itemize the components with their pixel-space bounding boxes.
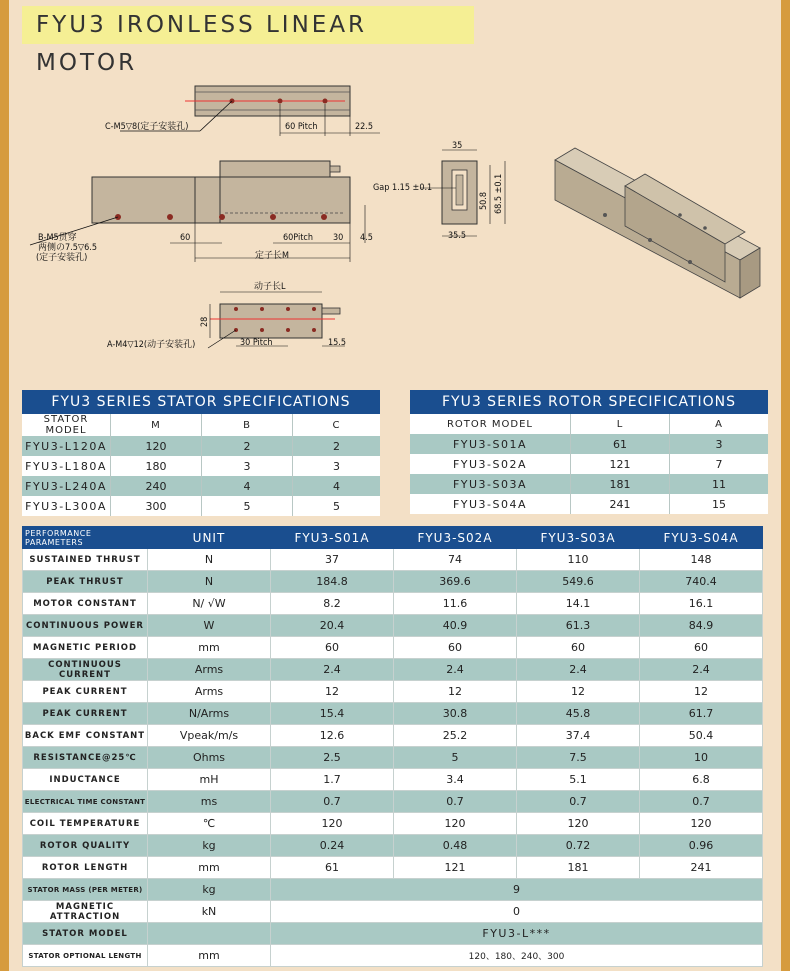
unit-cell: kg xyxy=(148,879,271,901)
table-cell: 180 xyxy=(111,456,202,476)
top-mount-label: C-M5▽8(定子安装孔) xyxy=(105,122,189,132)
unit-cell: N/Arms xyxy=(148,703,271,725)
table-row xyxy=(22,496,380,516)
header-cell: FYU3-S02A xyxy=(394,527,517,549)
table-cell: 241 xyxy=(571,494,670,514)
value-cell: 121 xyxy=(394,857,517,879)
value-cell: 61.3 xyxy=(517,615,640,637)
param-label: CONTINUOUS CURRENT xyxy=(23,659,148,681)
header-cell: UNIT xyxy=(148,527,271,549)
value-cell: 8.2 xyxy=(271,593,394,615)
table-cell: FYU3-S04A xyxy=(410,494,571,514)
merged-value-cell: 120、180、240、300 xyxy=(271,945,763,967)
value-cell: 61.7 xyxy=(640,703,763,725)
table-row xyxy=(23,835,763,857)
merged-value-cell: FYU3-L*** xyxy=(271,923,763,945)
value-cell: 20.4 xyxy=(271,615,394,637)
unit-cell: mm xyxy=(148,637,271,659)
param-label: PEAK CURRENT xyxy=(23,681,148,703)
param-label: MOTOR CONSTANT xyxy=(23,593,148,615)
value-cell: 369.6 xyxy=(394,571,517,593)
unit-cell: ms xyxy=(148,791,271,813)
value-cell: 45.8 xyxy=(517,703,640,725)
table-row xyxy=(23,637,763,659)
table-cell: 61 xyxy=(571,434,670,454)
header-cell: B xyxy=(202,414,293,436)
unit-cell: kg xyxy=(148,835,271,857)
param-label: ELECTRICAL TIME CONSTANT xyxy=(23,791,148,813)
param-label: STATOR OPTIONAL LENGTH xyxy=(23,945,148,967)
value-cell: 120 xyxy=(271,813,394,835)
value-cell: 10 xyxy=(640,747,763,769)
table-row xyxy=(23,571,763,593)
value-cell: 30.8 xyxy=(394,703,517,725)
value-cell: 12 xyxy=(394,681,517,703)
front-mount-label-3: (定子安装孔) xyxy=(36,253,88,263)
table-cell: 3 xyxy=(670,434,769,454)
table-cell: 5 xyxy=(293,496,381,516)
value-cell: 0.7 xyxy=(394,791,517,813)
table-row xyxy=(23,593,763,615)
value-cell: 14.1 xyxy=(517,593,640,615)
drawing-svg xyxy=(0,0,790,385)
value-cell: 12.6 xyxy=(271,725,394,747)
value-cell: 549.6 xyxy=(517,571,640,593)
rotor-155-label: 15.5 xyxy=(328,338,347,348)
page-title: FYU3 IRONLESS LINEAR MOTOR xyxy=(22,6,474,44)
table-cell: 3 xyxy=(293,456,381,476)
front-60-label: 60 xyxy=(180,233,191,243)
table-row xyxy=(23,549,763,571)
table-row xyxy=(23,681,763,703)
value-cell: 740.4 xyxy=(640,571,763,593)
param-label: SUSTAINED THRUST xyxy=(23,549,148,571)
table-cell: 3 xyxy=(202,456,293,476)
technical-drawing xyxy=(0,0,790,385)
table-cell: FYU3-L300A xyxy=(22,496,111,516)
front-pitch-label: 60Pitch xyxy=(283,233,313,243)
unit-cell: kN xyxy=(148,901,271,923)
header-cell: FYU3-S01A xyxy=(271,527,394,549)
value-cell: 2.4 xyxy=(394,659,517,681)
merged-value-cell: 9 xyxy=(271,879,763,901)
table-row xyxy=(23,901,763,923)
table-cell: FYU3-L120A xyxy=(22,436,111,456)
rotor-view xyxy=(208,292,345,348)
unit-cell: N xyxy=(148,549,271,571)
value-cell: 184.8 xyxy=(271,571,394,593)
value-cell: 0.96 xyxy=(640,835,763,857)
table-row xyxy=(23,747,763,769)
side-view xyxy=(420,150,505,236)
table-row xyxy=(23,659,763,681)
param-label: CONTINUOUS POWER xyxy=(23,615,148,637)
param-label: ROTOR LENGTH xyxy=(23,857,148,879)
value-cell: 0.7 xyxy=(517,791,640,813)
table-cell: FYU3-S02A xyxy=(410,454,571,474)
side-685-label: 68.5 ±0.1 xyxy=(494,173,504,214)
value-cell: 60 xyxy=(640,637,763,659)
table-row xyxy=(23,879,763,901)
table-cell: 11 xyxy=(670,474,769,494)
unit-cell: ℃ xyxy=(148,813,271,835)
front-30-label: 30 xyxy=(333,233,344,243)
table-row xyxy=(23,923,763,945)
value-cell: 60 xyxy=(394,637,517,659)
rotor-length-label: 动子长L xyxy=(254,282,286,292)
value-cell: 5 xyxy=(394,747,517,769)
table-row xyxy=(410,434,768,454)
param-label: STATOR MASS (PER METER) xyxy=(23,879,148,901)
param-label: ROTOR QUALITY xyxy=(23,835,148,857)
performance-table-body xyxy=(23,527,763,967)
value-cell: 5.1 xyxy=(517,769,640,791)
stator-table-caption: FYU3 SERIES STATOR SPECIFICATIONS xyxy=(22,390,380,414)
table-row xyxy=(23,791,763,813)
performance-header-row xyxy=(23,527,763,549)
value-cell: 12 xyxy=(517,681,640,703)
value-cell: 84.9 xyxy=(640,615,763,637)
table-row xyxy=(23,857,763,879)
unit-cell: Arms xyxy=(148,659,271,681)
value-cell: 3.4 xyxy=(394,769,517,791)
table-row xyxy=(23,615,763,637)
table-cell: 15 xyxy=(670,494,769,514)
value-cell: 181 xyxy=(517,857,640,879)
table-row xyxy=(23,769,763,791)
table-row xyxy=(23,813,763,835)
value-cell: 0.72 xyxy=(517,835,640,857)
side-508-label: 50.8 xyxy=(479,191,489,210)
table-cell: 4 xyxy=(293,476,381,496)
value-cell: 2.5 xyxy=(271,747,394,769)
table-cell: 300 xyxy=(111,496,202,516)
value-cell: 120 xyxy=(640,813,763,835)
value-cell: 7.5 xyxy=(517,747,640,769)
header-cell: A xyxy=(670,414,769,434)
top-end-label: 22.5 xyxy=(355,122,374,132)
value-cell: 110 xyxy=(517,549,640,571)
table-row xyxy=(22,456,380,476)
value-cell: 120 xyxy=(394,813,517,835)
header-cell: L xyxy=(571,414,670,434)
param-label: COIL TEMPERATURE xyxy=(23,813,148,835)
param-label: PEAK THRUST xyxy=(23,571,148,593)
table-cell: 4 xyxy=(202,476,293,496)
iso-view xyxy=(555,148,760,298)
value-cell: 60 xyxy=(517,637,640,659)
unit-cell: Arms xyxy=(148,681,271,703)
table-row xyxy=(23,945,763,967)
value-cell: 2.4 xyxy=(271,659,394,681)
table-cell: FYU3-L240A xyxy=(22,476,111,496)
header-cell: C xyxy=(293,414,381,436)
param-label: RESISTANCE@25℃ xyxy=(23,747,148,769)
value-cell: 25.2 xyxy=(394,725,517,747)
param-label: STATOR MODEL xyxy=(23,923,148,945)
value-cell: 74 xyxy=(394,549,517,571)
header-cell: ROTOR MODEL xyxy=(410,414,571,434)
unit-cell: Vpeak/m/s xyxy=(148,725,271,747)
param-label: BACK EMF CONSTANT xyxy=(23,725,148,747)
param-label: MAGNETIC ATTRACTION xyxy=(23,901,148,923)
table-row xyxy=(23,703,763,725)
value-cell: 15.4 xyxy=(271,703,394,725)
value-cell: 40.9 xyxy=(394,615,517,637)
value-cell: 11.6 xyxy=(394,593,517,615)
stator-length-label: 定子长M xyxy=(255,251,289,261)
rotor-28-label: 28 xyxy=(200,316,210,327)
value-cell: 0.7 xyxy=(640,791,763,813)
table-header-row xyxy=(410,414,768,434)
value-cell: 0.7 xyxy=(271,791,394,813)
unit-cell: N/ √W xyxy=(148,593,271,615)
value-cell: 6.8 xyxy=(640,769,763,791)
table-row xyxy=(410,454,768,474)
value-cell: 61 xyxy=(271,857,394,879)
table-cell: 181 xyxy=(571,474,670,494)
unit-cell: mm xyxy=(148,857,271,879)
value-cell: 2.4 xyxy=(517,659,640,681)
rotor-mount-label: A-M4▽12(动子安装孔) xyxy=(107,340,196,350)
table-row xyxy=(22,436,380,456)
side-355-label: 35.5 xyxy=(448,231,467,241)
value-cell: 0.48 xyxy=(394,835,517,857)
rotor-spec-table xyxy=(410,390,768,514)
table-header-row xyxy=(22,414,380,436)
param-label: PEAK CURRENT xyxy=(23,703,148,725)
value-cell: 241 xyxy=(640,857,763,879)
unit-cell: Ohms xyxy=(148,747,271,769)
table-cell: 5 xyxy=(202,496,293,516)
table-cell: FYU3-L180A xyxy=(22,456,111,476)
value-cell: 2.4 xyxy=(640,659,763,681)
table-cell: 2 xyxy=(202,436,293,456)
value-cell: 12 xyxy=(640,681,763,703)
value-cell: 1.7 xyxy=(271,769,394,791)
value-cell: 50.4 xyxy=(640,725,763,747)
value-cell: 60 xyxy=(271,637,394,659)
value-cell: 148 xyxy=(640,549,763,571)
table-row xyxy=(22,476,380,496)
front-mount-label-1: B-M5贯穿 xyxy=(38,233,77,243)
stator-spec-table xyxy=(22,390,380,516)
header-cell: PERFORMANCE PARAMETERS xyxy=(23,527,148,549)
top-pitch-label: 60 Pitch xyxy=(285,122,318,132)
front-45-label: 4.5 xyxy=(360,233,373,243)
rotor-table-caption: FYU3 SERIES ROTOR SPECIFICATIONS xyxy=(410,390,768,414)
unit-cell: N xyxy=(148,571,271,593)
value-cell: 120 xyxy=(517,813,640,835)
table-cell: 2 xyxy=(293,436,381,456)
table-row xyxy=(23,725,763,747)
table-cell: 240 xyxy=(111,476,202,496)
header-cell: M xyxy=(111,414,202,436)
param-label: MAGNETIC PERIOD xyxy=(23,637,148,659)
value-cell: 0.24 xyxy=(271,835,394,857)
header-cell: FYU3-S03A xyxy=(517,527,640,549)
table-cell: 120 xyxy=(111,436,202,456)
value-cell: 37.4 xyxy=(517,725,640,747)
unit-cell: W xyxy=(148,615,271,637)
table-cell: 121 xyxy=(571,454,670,474)
side-35-label: 35 xyxy=(452,141,463,151)
param-label: INDUCTANCE xyxy=(23,769,148,791)
table-cell: FYU3-S01A xyxy=(410,434,571,454)
value-cell: 12 xyxy=(271,681,394,703)
front-mount-label-2: 两侧の7.5▽6.5 xyxy=(38,243,97,253)
header-cell: FYU3-S04A xyxy=(640,527,763,549)
merged-value-cell: 0 xyxy=(271,901,763,923)
header-cell: STATOR MODEL xyxy=(22,414,111,436)
table-cell: FYU3-S03A xyxy=(410,474,571,494)
table-row xyxy=(410,474,768,494)
performance-table xyxy=(22,526,763,967)
gap-label: Gap 1.15 ±0.1 xyxy=(373,183,433,193)
rotor-pitch-label: 30 Pitch xyxy=(240,338,273,348)
value-cell: 37 xyxy=(271,549,394,571)
table-row xyxy=(410,494,768,514)
value-cell: 16.1 xyxy=(640,593,763,615)
unit-cell: mm xyxy=(148,945,271,967)
table-cell: 7 xyxy=(670,454,769,474)
unit-cell: mH xyxy=(148,769,271,791)
unit-cell xyxy=(148,923,271,945)
